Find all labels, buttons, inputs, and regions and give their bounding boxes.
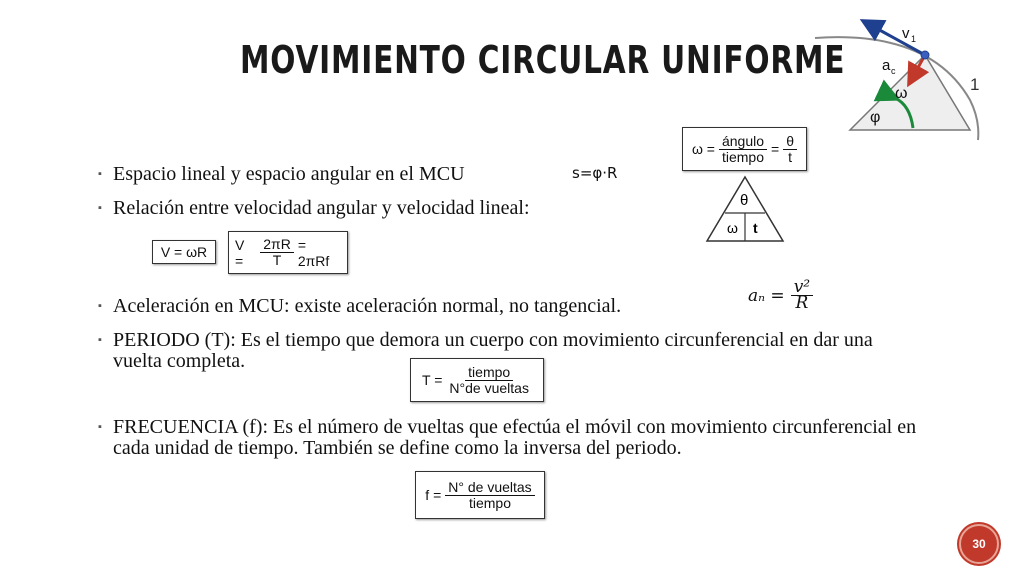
phi-label: φ (870, 109, 881, 126)
particle-dot (921, 51, 929, 59)
circular-motion-diagram (810, 10, 1010, 150)
v-2pir-box: V = $\frac{2\pi R}{T}$ = 2πRf (228, 231, 348, 274)
ac-label: a (882, 57, 891, 74)
period-formula-box: T = $\frac{\text{tiempo}}{\text{N°de vueltas}}$ (410, 358, 544, 402)
bullet-square-icon: ▪ (98, 300, 102, 312)
normal-acceleration-formula: aₙ = $\frac{\text{v²}}{R}$ (748, 280, 813, 311)
v-omega-r-box: V = ωR (152, 240, 216, 264)
page-number-badge: 30 (959, 524, 999, 564)
triangle-theta: θ (740, 192, 749, 209)
s-phi-r-formula: s=φ·R (572, 164, 618, 182)
bullet-square-icon: ▪ (98, 334, 102, 346)
omega-label: ω (895, 85, 908, 102)
svg-text:1: 1 (911, 34, 917, 44)
omega-formula-box: ω = $\frac{\text{ángulo}}{\text{tiempo}}$ = $\frac{\theta}{t}$ (682, 127, 807, 171)
triangle-omega: ω (727, 220, 738, 236)
slide-title: MOVIMIENTO CIRCULAR UNIFORME (240, 38, 846, 82)
frequency-formula-box: f = $\frac{\text{N° de vueltas}}{\text{tiempo}}$ (415, 471, 545, 519)
bullet-square-icon: ▪ (98, 421, 102, 433)
bullet-square-icon: ▪ (98, 168, 102, 180)
triangle-t: t (753, 220, 758, 236)
bullet-square-icon: ▪ (98, 202, 102, 214)
radius-label: 1 (970, 75, 980, 94)
svg-text:c: c (891, 66, 896, 76)
v1-label: v (902, 25, 910, 42)
